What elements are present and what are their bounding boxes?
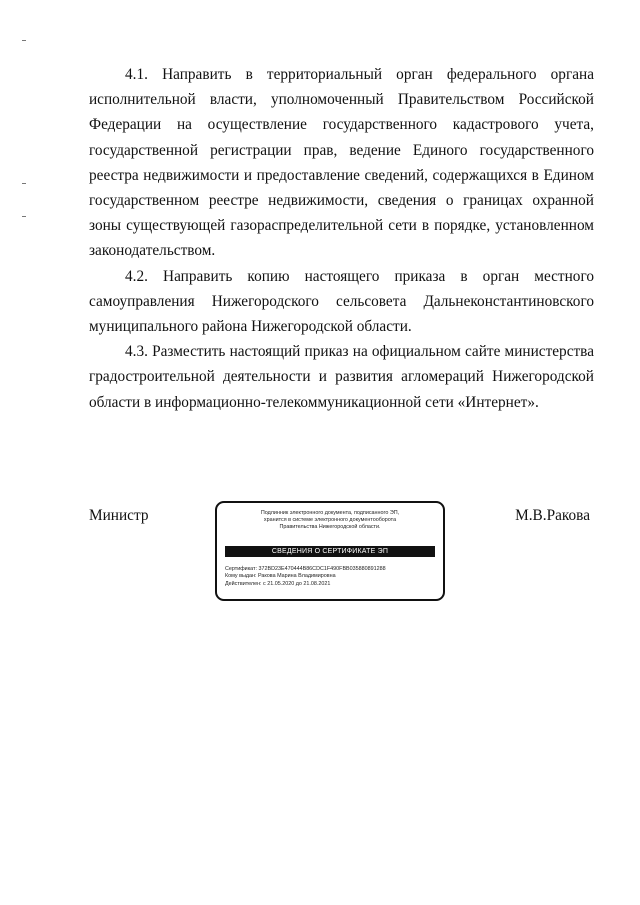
stamp-header-line: Правительства Нижегородской области. bbox=[279, 524, 381, 531]
stamp-header-line: хранится в системе электронного документооборота bbox=[263, 517, 397, 524]
scan-mark bbox=[22, 216, 26, 217]
scan-mark bbox=[22, 183, 26, 184]
validity-label: Действителен: bbox=[225, 580, 262, 587]
scan-mark bbox=[22, 40, 26, 41]
paragraph-4-1: 4.1. Направить в территориальный орган федерального органа исполнительной власти, уполномоченный Правительством Российской Федерации на осуществление государственного кадастрового учета, государственной регистрации прав, ведение Единого государственного реестра недвижимости и предоставление сведений, содержащихся в Едином государственном реестре недвижимости, сведения о границах охранной зоны существующей газораспределительной сети в порядке, установленном законодательством. bbox=[89, 66, 594, 260]
certificate-line bbox=[225, 566, 437, 573]
certificate-value: 372BD23E470444B86CDC1F490FBB035880891288 bbox=[258, 566, 386, 572]
paragraph-4-2: 4.2. Направить копию настоящего приказа в орган местного самоуправления Нижегородского сельсовета Дальнеконстантиновского муниципального района Нижегородской области. bbox=[89, 267, 594, 336]
stamp-header-line: Подлинник электронного документа, подписанного ЭП, bbox=[260, 510, 400, 516]
signer-name: М.В.Ракова bbox=[515, 507, 590, 524]
issued-to-label: Кому выдан: bbox=[225, 573, 257, 580]
electronic-signature-stamp bbox=[215, 501, 445, 601]
paragraph-4-3: 4.3. Разместить настоящий приказ на официальном сайте министерства градостроительной деятельности и развития агломераций Нижегородской области в информационно-телекоммуникационной сети «Интернет». bbox=[89, 343, 594, 411]
certificate-label: Сертификат: bbox=[225, 566, 258, 572]
stamp-details bbox=[225, 566, 437, 588]
validity-line bbox=[225, 581, 437, 588]
stamp-certificate-bar: СВЕДЕНИЯ О СЕРТИФИКАТЕ ЭП bbox=[225, 546, 435, 557]
issued-to-line bbox=[225, 573, 437, 580]
signer-title: Министр bbox=[89, 507, 149, 524]
issued-to-value: Ракова Марина Владимировна bbox=[257, 573, 336, 580]
stamp-header bbox=[223, 510, 437, 532]
validity-value: с 21.05.2020 до 21.08.2021 bbox=[263, 580, 331, 587]
document-body bbox=[89, 62, 594, 415]
